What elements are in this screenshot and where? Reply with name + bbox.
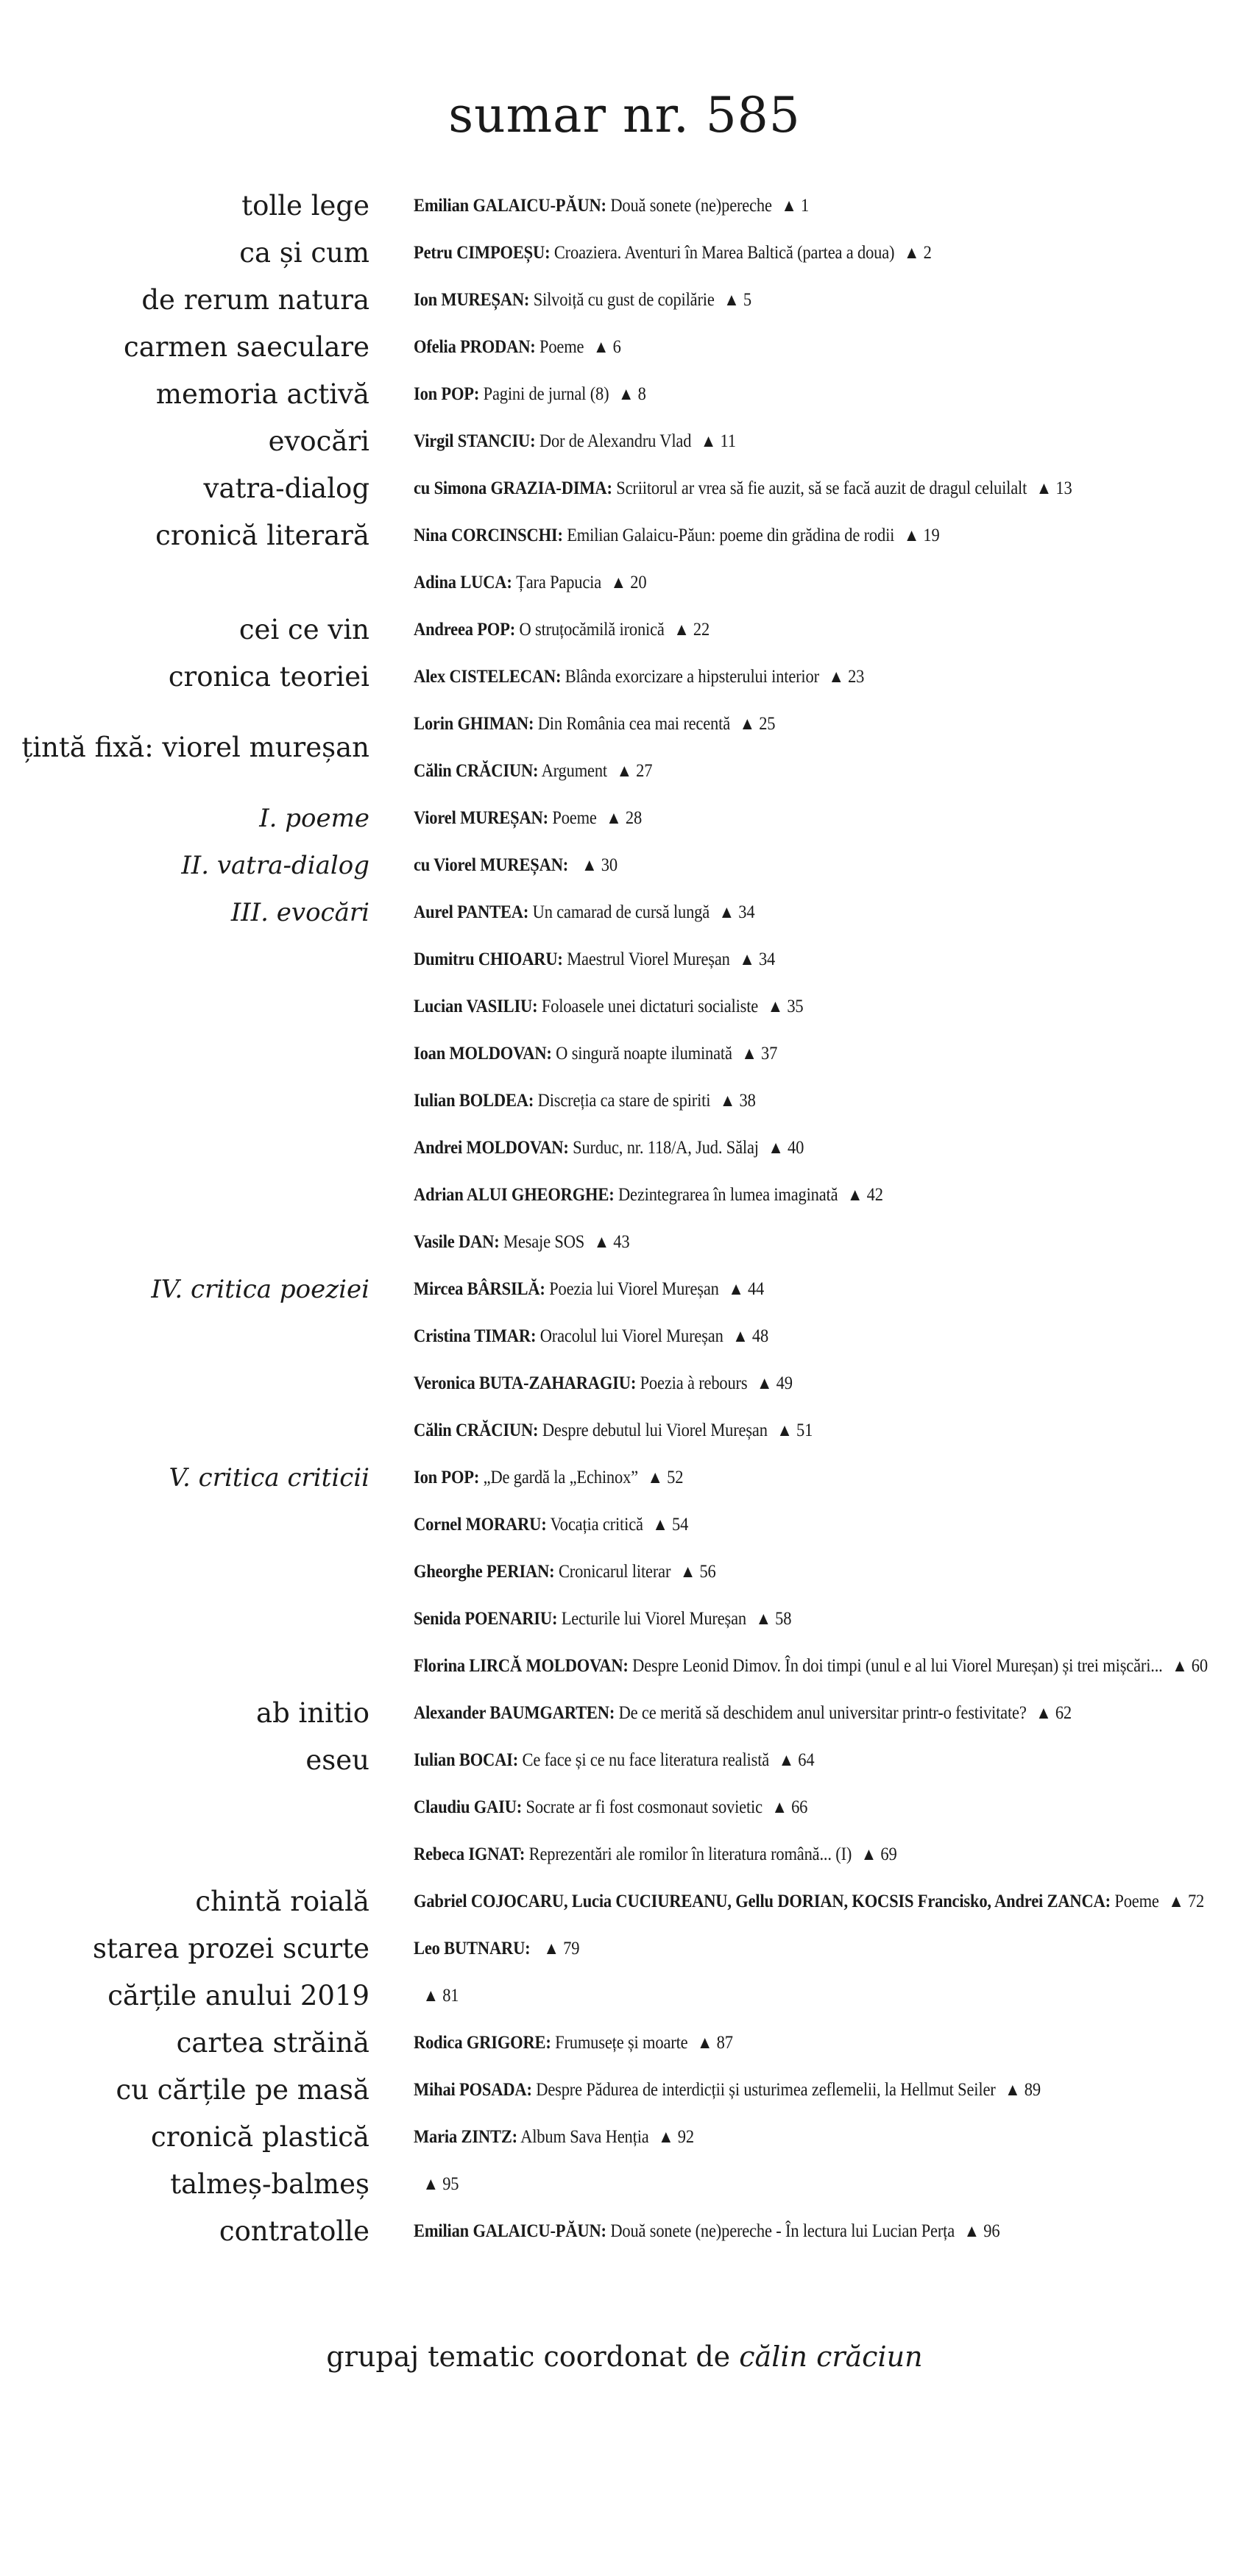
triangle-icon: ▲ [778, 1751, 794, 1770]
section-label: ab initio [256, 1697, 369, 1729]
triangle-icon: ▲ [1172, 1657, 1188, 1676]
entry-title: Două sonete (ne)pereche [610, 196, 772, 216]
triangle-icon: ▲ [1005, 2081, 1021, 2100]
entry-title: Țara Papucia [516, 573, 602, 592]
entry-title: Argument [541, 761, 607, 781]
entry-author: Călin CRĂCIUN: [414, 761, 539, 781]
triangle-icon: ▲ [543, 1939, 559, 1958]
toc-entry [414, 1643, 1208, 1690]
section-label: eseu [305, 1744, 369, 1776]
toc-entry [414, 1690, 1072, 1737]
entry-author: Rebeca IGNAT: [414, 1844, 526, 1864]
toc-entry [414, 1878, 1204, 1925]
entry-author: Claudiu GAIU: [414, 1797, 523, 1817]
entry-author: Lorin GHIMAN: [414, 714, 534, 734]
page-number: 37 [761, 1044, 778, 1064]
toc-entry [414, 606, 710, 654]
triangle-icon: ▲ [593, 1233, 609, 1252]
entry-title: Oracolul lui Viorel Mureșan [539, 1326, 723, 1346]
toc-row [0, 1030, 1249, 1078]
section-label: starea prozei scurte [93, 1933, 369, 1964]
entry-title: Despre Leonid Dimov. În doi timpi (unul e al lui Viorel Mureșan) și trei mișcări... [632, 1656, 1163, 1676]
triangle-icon: ▲ [728, 1280, 744, 1299]
page-number: 49 [776, 1373, 793, 1393]
toc-entry [414, 1407, 813, 1454]
page-number: 35 [787, 997, 804, 1016]
toc-entry [414, 701, 775, 748]
entry-author: Rodica GRIGORE: [414, 2033, 551, 2053]
toc-entry [414, 1125, 804, 1172]
toc-entry [414, 936, 775, 983]
triangle-icon: ▲ [757, 1374, 773, 1393]
entry-title: Maestrul Viorel Mureșan [567, 949, 730, 969]
toc-row [0, 654, 1249, 701]
section-label: IV. critica poeziei [151, 1275, 369, 1304]
toc-row [0, 936, 1249, 983]
section-label: țintă fixă: viorel mureșan [21, 732, 369, 763]
toc-row [0, 1360, 1249, 1407]
toc-entry [414, 842, 618, 889]
triangle-icon: ▲ [768, 1139, 784, 1158]
toc-row [0, 701, 1249, 763]
entry-title: Poezia à rebours [640, 1373, 748, 1393]
entry-author: Lucian VASILIU: [414, 997, 538, 1016]
triangle-icon: ▲ [673, 620, 690, 640]
triangle-icon: ▲ [1168, 1892, 1184, 1911]
entry-title: Cronicarul literar [558, 1562, 671, 1582]
toc-row [0, 1878, 1249, 1925]
toc-row [0, 842, 1249, 889]
entry-author: Andreea POP: [414, 620, 516, 640]
entry-author: Leo BUTNARU: [414, 1939, 531, 1958]
entry-title: Album Sava Henția [520, 2127, 649, 2147]
toc-entry [414, 1313, 768, 1360]
section-label: cartea străină [176, 2027, 369, 2059]
page-number: 87 [716, 2033, 733, 2053]
toc-entry [414, 1596, 791, 1643]
entry-title: Dezintegrarea în lumea imaginată [618, 1185, 838, 1205]
page-number: 34 [738, 902, 755, 922]
entry-author: Petru CIMPOEȘU: [414, 243, 551, 263]
triangle-icon: ▲ [422, 1986, 439, 2006]
triangle-icon: ▲ [658, 2128, 674, 2147]
page-number: 13 [1055, 478, 1072, 498]
toc-row [0, 795, 1249, 842]
page-number: 92 [677, 2127, 694, 2147]
page-number: 6 [612, 337, 621, 357]
entry-author: Iulian BOCAI: [414, 1750, 519, 1770]
triangle-icon: ▲ [963, 2222, 980, 2241]
toc-entry [414, 1501, 688, 1549]
entry-author: Alex CISTELECAN: [414, 667, 562, 687]
entry-author: Viorel MUREȘAN: [414, 808, 548, 828]
triangle-icon: ▲ [771, 1798, 788, 1817]
entry-author: Gheorghe PERIAN: [414, 1562, 555, 1582]
footer-note [0, 2340, 1249, 2373]
toc-row [0, 2020, 1249, 2067]
toc-entry [414, 889, 754, 936]
triangle-icon: ▲ [679, 1563, 696, 1582]
entry-title: Mesaje SOS [503, 1232, 585, 1252]
entry-title: Vocația critică [550, 1515, 643, 1535]
page-number: 44 [747, 1279, 765, 1299]
toc-row [0, 2161, 1249, 2208]
toc-entry [414, 418, 736, 465]
entry-title: Foloasele unei dictaturi socialiste [541, 997, 759, 1016]
toc-entry [414, 1266, 764, 1313]
section-label: II. vatra-dialog [181, 851, 369, 880]
toc-row [0, 1407, 1249, 1454]
page-number: 58 [775, 1609, 792, 1629]
toc-entry [414, 1831, 897, 1878]
toc-entry [414, 2114, 694, 2161]
page-number: 95 [442, 2174, 459, 2194]
toc-entry [414, 559, 646, 606]
page-number: 11 [720, 431, 736, 451]
page-number: 72 [1187, 1892, 1205, 1911]
page-number: 54 [672, 1515, 689, 1535]
toc-entry [414, 1784, 807, 1831]
entry-author: Ioan MOLDOVAN: [414, 1044, 552, 1064]
toc-row [0, 1784, 1249, 1831]
entry-author: Adina LUCA: [414, 573, 512, 592]
entry-author: Ofelia PRODAN: [414, 337, 536, 357]
page-number: 48 [751, 1326, 769, 1346]
page-number: 19 [923, 526, 940, 545]
toc-row [0, 1266, 1249, 1313]
toc-row [0, 2067, 1249, 2114]
toc-entry [414, 748, 652, 795]
triangle-icon: ▲ [718, 903, 735, 922]
page-number: 27 [636, 761, 653, 781]
page-number: 8 [637, 384, 646, 404]
toc-entry [414, 1737, 814, 1784]
section-label: de rerum natura [141, 284, 369, 316]
section-label: cronică literară [155, 520, 369, 551]
toc-entry [414, 2161, 459, 2208]
entry-author: Cornel MORARU: [414, 1515, 547, 1535]
entry-author: Senida POENARIU: [414, 1609, 558, 1629]
entry-title: Pagini de jurnal (8) [483, 384, 609, 404]
triangle-icon: ▲ [767, 997, 783, 1016]
entry-title: Emilian Galaicu-Păun: poeme din grădina de rodii [567, 526, 895, 545]
toc-entry [414, 2067, 1041, 2114]
entry-title: „De gardă la „Echinox” [483, 1468, 638, 1487]
toc-row [0, 1219, 1249, 1266]
toc-row [0, 183, 1249, 230]
entry-title: Dor de Alexandru Vlad [539, 431, 692, 451]
entry-title: Blânda exorcizare a hipsterului interior [565, 667, 819, 687]
page-number: 96 [983, 2221, 1000, 2241]
footer-text: grupaj tematic coordonat de [326, 2340, 731, 2373]
entry-author: Iulian BOLDEA: [414, 1091, 534, 1111]
triangle-icon: ▲ [1036, 1704, 1052, 1723]
toc-row [0, 1643, 1249, 1690]
toc-entry [414, 324, 621, 371]
entry-title: Lecturile lui Viorel Mureșan [561, 1609, 746, 1629]
entry-author: Nina CORCINSCHI: [414, 526, 563, 545]
toc-entry [414, 1078, 756, 1125]
entry-author: Mihai POSADA: [414, 2080, 532, 2100]
triangle-icon: ▲ [903, 244, 920, 263]
page-number: 2 [923, 243, 932, 263]
toc-row [0, 1737, 1249, 1784]
toc-row [0, 1690, 1249, 1737]
triangle-icon: ▲ [616, 762, 632, 781]
entry-title: Scriitorul ar vrea să fie auzit, să se facă auzit de dragul celuilalt [616, 478, 1027, 498]
triangle-icon: ▲ [903, 526, 920, 545]
toc-entry [414, 277, 751, 324]
section-label: vatra-dialog [203, 473, 369, 504]
triangle-icon: ▲ [755, 1610, 771, 1629]
entry-title: Frumusețe și moarte [555, 2033, 688, 2053]
triangle-icon: ▲ [739, 950, 755, 969]
page-number: 1 [801, 196, 810, 216]
triangle-icon: ▲ [847, 1186, 863, 1205]
entry-author: Ion POP: [414, 1468, 480, 1487]
section-label: cronică plastică [151, 2121, 369, 2153]
page-number: 22 [693, 620, 710, 640]
entry-author: Vasile DAN: [414, 1232, 500, 1252]
entry-title: Discreția ca stare de spiriti [537, 1091, 711, 1111]
triangle-icon: ▲ [723, 291, 740, 310]
entry-title: De ce merită să deschidem anul universitar printr-o festivitate? [618, 1703, 1027, 1723]
entry-title: Surduc, nr. 118/A, Jud. Sălaj [573, 1138, 759, 1158]
entry-title: Socrate ar fi fost cosmonaut sovietic [526, 1797, 763, 1817]
triangle-icon: ▲ [1036, 479, 1052, 498]
triangle-icon: ▲ [741, 1044, 757, 1064]
toc-row [0, 1172, 1249, 1219]
section-label: cronica teoriei [168, 661, 369, 693]
page-number: 20 [630, 573, 647, 592]
section-label: cărțile anului 2019 [107, 1980, 369, 2011]
section-label: I. poeme [259, 804, 369, 833]
section-label: talmeș-balmeș [170, 2168, 369, 2200]
toc-entry [414, 371, 646, 418]
toc-entry [414, 795, 642, 842]
toc-row [0, 1454, 1249, 1501]
triangle-icon: ▲ [697, 2034, 713, 2053]
page-number: 66 [791, 1797, 808, 1817]
toc-entry [414, 1454, 683, 1501]
entry-author: Dumitru CHIOARU: [414, 949, 563, 969]
entry-title: Croaziera. Aventuri în Marea Baltică (partea a doua) [553, 243, 895, 263]
toc-entry [414, 1219, 629, 1266]
page-number: 30 [601, 855, 618, 875]
entry-author: Veronica BUTA-ZAHARAGIU: [414, 1373, 637, 1393]
toc-row [0, 606, 1249, 654]
page-number: 43 [613, 1232, 630, 1252]
triangle-icon: ▲ [647, 1468, 663, 1487]
table-of-contents [0, 183, 1249, 2255]
triangle-icon: ▲ [592, 338, 609, 357]
toc-entry [414, 2208, 999, 2255]
triangle-icon: ▲ [581, 856, 598, 875]
triangle-icon: ▲ [732, 1327, 749, 1346]
entry-author: Andrei MOLDOVAN: [414, 1138, 569, 1158]
toc-row [0, 1549, 1249, 1596]
page-number: 64 [798, 1750, 815, 1770]
triangle-icon: ▲ [860, 1845, 877, 1864]
entry-title: Un camarad de cursă lungă [532, 902, 710, 922]
triangle-icon: ▲ [828, 668, 844, 687]
toc-row [0, 1078, 1249, 1125]
toc-row [0, 889, 1249, 936]
toc-row [0, 1596, 1249, 1643]
toc-entry [414, 983, 803, 1030]
toc-row [0, 324, 1249, 371]
entry-author: Adrian ALUI GHEORGHE: [414, 1185, 615, 1205]
toc-row [0, 1501, 1249, 1549]
section-label: III. evocări [230, 898, 369, 927]
toc-entry [414, 1172, 883, 1219]
section-label: ca și cum [239, 237, 369, 269]
toc-entry [414, 512, 940, 559]
page-number: 40 [788, 1138, 804, 1158]
section-label: evocări [268, 425, 369, 457]
entry-author: Călin CRĂCIUN: [414, 1420, 539, 1440]
toc-row [0, 1831, 1249, 1878]
triangle-icon: ▲ [776, 1421, 793, 1440]
entry-title: Poeme [552, 808, 597, 828]
toc-row [0, 1313, 1249, 1360]
toc-row [0, 1125, 1249, 1172]
entry-author: Maria ZINTZ: [414, 2127, 517, 2147]
toc-row [0, 465, 1249, 512]
triangle-icon: ▲ [618, 385, 634, 404]
section-label: cu cărțile pe masă [116, 2074, 369, 2106]
entry-author: Mircea BÂRSILĂ: [414, 1279, 545, 1299]
section-label: tolle lege [241, 190, 369, 222]
entry-author: Ion POP: [414, 384, 480, 404]
page-number: 25 [759, 714, 776, 734]
entry-title: Poeme [539, 337, 584, 357]
entry-title: Despre Pădurea de interdicții și usturimea zeflemelii, la Hellmut Seiler [536, 2080, 996, 2100]
toc-row [0, 418, 1249, 465]
page-number: 34 [758, 949, 776, 969]
entry-author: Emilian GALAICU-PĂUN: [414, 2221, 606, 2241]
entry-author: Gabriel COJOCARU, Lucia CUCIUREANU, Gellu DORIAN, KOCSIS Francisko, Andrei ZANCA: [414, 1892, 1111, 1911]
entry-title: Poezia lui Viorel Mureșan [549, 1279, 719, 1299]
entry-title: Două sonete (ne)pereche - În lectura lui Lucian Perța [610, 2221, 955, 2241]
page-number: 56 [699, 1562, 716, 1582]
toc-entry [414, 1360, 793, 1407]
toc-entry [414, 230, 932, 277]
entry-title: Despre debutul lui Viorel Mureșan [542, 1420, 768, 1440]
entry-author: Emilian GALAICU-PĂUN: [414, 196, 606, 216]
toc-row [0, 512, 1249, 559]
toc-row [0, 1972, 1249, 2020]
section-label: carmen saeculare [123, 331, 369, 363]
entry-title: Ce face și ce nu face literatura realistă [522, 1750, 770, 1770]
triangle-icon: ▲ [781, 197, 797, 216]
triangle-icon: ▲ [700, 432, 717, 451]
toc-row [0, 230, 1249, 277]
entry-title: Silvoiță cu gust de copilărie [533, 290, 715, 310]
toc-row [0, 371, 1249, 418]
page-number: 62 [1055, 1703, 1072, 1723]
toc-entry [414, 1972, 459, 2020]
entry-title: Reprezentări ale romilor în literatura română... (I) [528, 1844, 852, 1864]
section-label: contratolle [219, 2215, 369, 2247]
page-number: 51 [796, 1420, 813, 1440]
entry-title: Din România cea mai recentă [537, 714, 731, 734]
entry-author: Ion MUREȘAN: [414, 290, 530, 310]
page-number: 69 [880, 1844, 897, 1864]
triangle-icon: ▲ [422, 2175, 439, 2194]
entry-author: Virgil STANCIU: [414, 431, 536, 451]
page-number: 38 [739, 1091, 756, 1111]
section-label: cei ce vin [238, 614, 369, 645]
triangle-icon: ▲ [606, 809, 622, 828]
section-label: V. critica criticii [169, 1463, 369, 1493]
section-label: chintă roială [195, 1886, 369, 1917]
toc-entry [414, 1549, 716, 1596]
toc-entry [414, 465, 1072, 512]
page-number: 23 [848, 667, 865, 687]
toc-entry [414, 1925, 579, 1972]
entry-title: Poeme [1114, 1892, 1159, 1911]
triangle-icon: ▲ [610, 573, 626, 592]
section-label: memoria activă [155, 378, 369, 410]
entry-title: O singură noapte iluminată [556, 1044, 732, 1064]
entry-author: Aurel PANTEA: [414, 902, 529, 922]
toc-row [0, 2208, 1249, 2255]
entry-author: Florina LIRCĂ MOLDOVAN: [414, 1656, 629, 1676]
toc-entry [414, 654, 864, 701]
page-number: 28 [625, 808, 643, 828]
page-number: 89 [1024, 2080, 1041, 2100]
triangle-icon: ▲ [719, 1091, 736, 1111]
toc-entry [414, 2020, 733, 2067]
toc-row [0, 559, 1249, 606]
triangle-icon: ▲ [652, 1515, 668, 1535]
page-number: 79 [563, 1939, 580, 1958]
footer-coordinator: călin crăciun [739, 2340, 923, 2373]
triangle-icon: ▲ [739, 715, 755, 734]
toc-entry [414, 1030, 777, 1078]
entry-author: Alexander BAUMGARTEN: [414, 1703, 615, 1723]
toc-row [0, 2114, 1249, 2161]
entry-author: cu Simona GRAZIA-DIMA: [414, 478, 612, 498]
entry-title: O struțocămilă ironică [519, 620, 665, 640]
page-number: 60 [1191, 1656, 1208, 1676]
page-number: 5 [743, 290, 751, 310]
toc-entry [414, 183, 809, 230]
page-title: sumar nr. 585 [448, 87, 801, 144]
toc-row [0, 277, 1249, 324]
page-number: 42 [866, 1185, 883, 1205]
toc-row [0, 1925, 1249, 1972]
toc-row [0, 983, 1249, 1030]
page-number: 81 [442, 1986, 459, 2006]
page-number: 52 [667, 1468, 684, 1487]
toc-row [0, 748, 1249, 795]
entry-author: Cristina TIMAR: [414, 1326, 537, 1346]
entry-author: cu Viorel MUREȘAN: [414, 855, 569, 875]
